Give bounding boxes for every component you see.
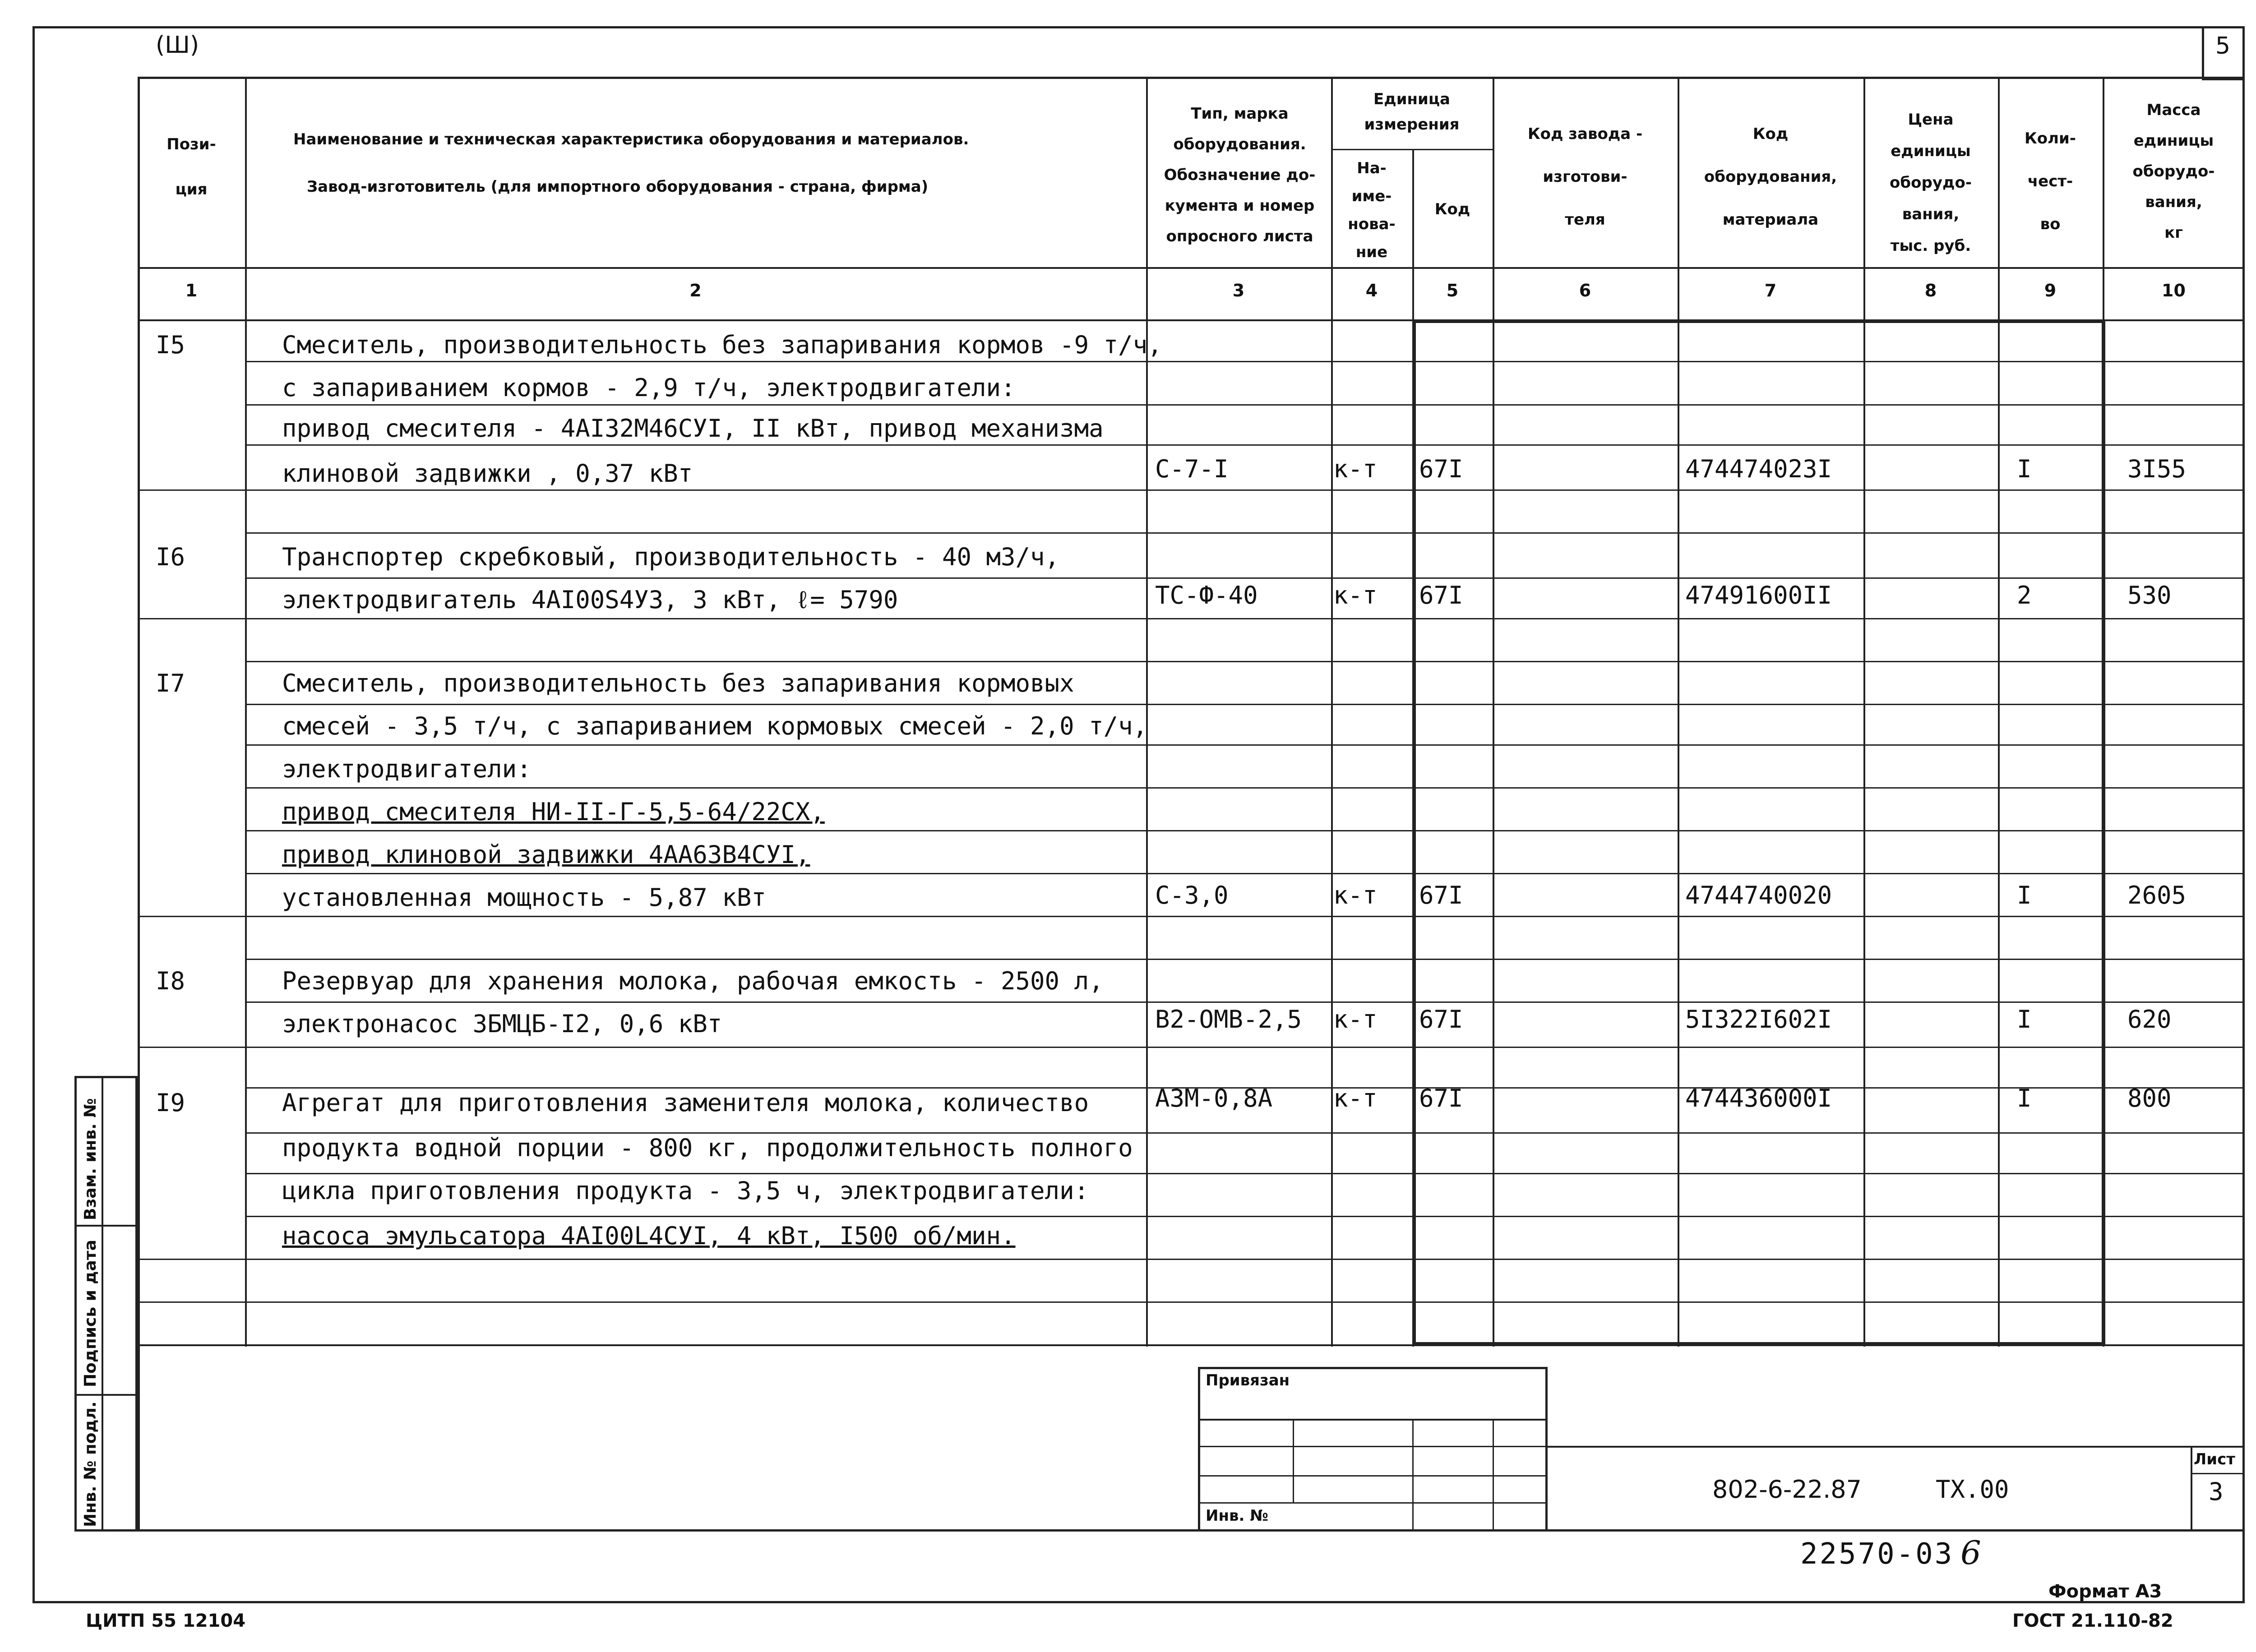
item-description-line: привод клиновой задвижки 4АА63В4СУI, <box>282 840 810 869</box>
row-line <box>138 1047 2245 1048</box>
item-mass: 3I55 <box>2127 455 2187 483</box>
row-line <box>138 618 2245 619</box>
header-bottom-line <box>138 267 2245 269</box>
sheet-label: Лист <box>2194 1450 2235 1468</box>
item-description-line: установленная мощность - 5,87 кВт <box>282 883 766 912</box>
item-unit-code: 67I <box>1419 1005 1463 1034</box>
item-description-line: продукта водной порции - 800 кг, продолжительность полного <box>282 1134 1133 1162</box>
colnum-8: 8 <box>1924 281 1937 300</box>
header-col5: Код <box>1434 200 1470 218</box>
item-unit-code: 67I <box>1419 881 1463 909</box>
item-quantity: 2 <box>2017 581 2032 609</box>
item-position: I6 <box>156 543 185 571</box>
row-line <box>138 489 2245 491</box>
header-col10: Масса единицы оборудо- вания, кг <box>2132 101 2215 242</box>
item-unit: к-т <box>1333 1084 1378 1112</box>
row-line <box>245 661 2245 662</box>
privyazan-vline <box>1293 1419 1294 1502</box>
doc-code-top-line <box>1548 1446 2245 1448</box>
colnum-2: 2 <box>689 281 702 300</box>
item-description-line: электродвигатели: <box>282 755 532 783</box>
bottom-right-gost: ГОСТ 21.110-82 <box>2012 1610 2173 1631</box>
item-mass: 800 <box>2127 1084 2172 1112</box>
privyazan-line <box>1198 1475 1548 1477</box>
item-description-line: Агрегат для приготовления заменителя молока, количество <box>282 1089 1089 1117</box>
table-body-bottom <box>138 1344 2245 1346</box>
item-description-line: Смеситель, производительность без запаривания кормовых <box>282 669 1074 697</box>
side-label-podpis: Подпись и дата <box>81 1240 100 1387</box>
item-description-line: цикла приготовления продукта - 3,5 ч, электродвигатели: <box>282 1177 1089 1205</box>
item-position: I9 <box>156 1089 185 1117</box>
row-line <box>245 577 2245 579</box>
side-stamp-divider <box>102 1076 103 1532</box>
page-number: 5 <box>2215 32 2231 60</box>
item-equip-code: 474474023I <box>1685 455 1832 483</box>
privyazan-vline <box>1412 1419 1414 1532</box>
header-col9: Коли- чест- во <box>2025 129 2076 233</box>
col-line-1 <box>245 77 247 1347</box>
item-quantity: I <box>2017 1005 2032 1034</box>
row-line <box>245 444 2245 446</box>
privyazan-line <box>1198 1502 1548 1504</box>
sheet-corner-mark: (Ш) <box>156 32 199 59</box>
item-description-line: привод смесителя НИ-II-Г-5,5-64/22СХ, <box>282 798 825 826</box>
row-line <box>245 787 2245 789</box>
colnum-1: 1 <box>185 281 198 300</box>
format-label: Формат А3 <box>2048 1581 2162 1602</box>
header-col1: Пози- ция <box>166 135 216 198</box>
item-unit-code: 67I <box>1419 1084 1463 1112</box>
sheet-box-line <box>2191 1473 2245 1474</box>
item-equip-code: 47491600II <box>1685 581 1832 609</box>
item-unit-code: 67I <box>1419 581 1463 609</box>
item-unit: к-т <box>1333 1005 1378 1034</box>
privyazan-label: Привязан <box>1206 1371 1290 1389</box>
item-position: I5 <box>156 331 185 359</box>
item-mass: 2605 <box>2127 881 2187 909</box>
item-description-line: Смеситель, производительность без запаривания кормов -9 т/ч, <box>282 331 1162 359</box>
item-equip-code: 5I322I602I <box>1685 1005 1832 1034</box>
item-description-line: электронасос 3БМЦБ-I2, 0,6 кВт <box>282 1010 722 1038</box>
item-unit: к-т <box>1333 581 1378 609</box>
inv-no-label: Инв. № <box>1206 1507 1269 1525</box>
item-equip-code: 4744740020 <box>1685 881 1832 909</box>
colnum-10: 10 <box>2162 281 2186 300</box>
header-unit-group: Единица измерения <box>1364 90 1460 134</box>
item-position: I8 <box>156 967 185 995</box>
item-mass: 530 <box>2127 581 2172 609</box>
row-line <box>245 404 2245 406</box>
header-col3: Тип, марка оборудования. Обозначение до- кумента и номер опросного листа <box>1164 105 1316 245</box>
colnum-4: 4 <box>1365 281 1378 300</box>
row-line <box>245 830 2245 831</box>
row-line <box>245 361 2245 362</box>
row-line <box>245 744 2245 746</box>
header-col7: Код оборудования, материала <box>1704 125 1837 229</box>
sheet-number: 3 <box>2209 1477 2224 1506</box>
item-type: В2-ОМВ-2,5 <box>1155 1005 1302 1034</box>
row-line <box>138 916 2245 917</box>
item-description-line: Резервуар для хранения молока, рабочая емкость - 2500 л, <box>282 967 1104 995</box>
colnum-7: 7 <box>1764 281 1777 300</box>
sheet-box-divider <box>2191 1446 2192 1532</box>
privyazan-line <box>1198 1446 1548 1447</box>
item-quantity: I <box>2017 455 2032 483</box>
row-line <box>245 1216 2245 1217</box>
col-line-3 <box>1331 77 1333 1347</box>
item-equip-code: 474436000I <box>1685 1084 1832 1112</box>
item-type: С-7-I <box>1155 455 1229 483</box>
item-description-line: клиновой задвижки , 0,37 кВт <box>282 459 693 488</box>
item-description-line: привод смесителя - 4АI32М46СУI, II кВт, привод механизма <box>282 414 1104 443</box>
item-type: АЗМ-0,8А <box>1155 1084 1273 1112</box>
doc-suffix: ТХ.00 <box>1936 1475 2009 1504</box>
colnum-3: 3 <box>1232 281 1245 300</box>
header-col4: На- име- нова- ние <box>1348 159 1396 261</box>
colnum-5: 5 <box>1446 281 1459 300</box>
item-quantity: I <box>2017 1084 2032 1112</box>
side-label-vzam: Взам. инв. № <box>81 1098 100 1220</box>
item-unit: к-т <box>1333 455 1378 483</box>
item-type: С-3,0 <box>1155 881 1229 909</box>
row-line <box>245 873 2245 874</box>
item-position: I7 <box>156 669 185 697</box>
archive-number: 22570-03 <box>1800 1537 1954 1571</box>
colnum-9: 9 <box>2044 281 2057 300</box>
item-description-line: с запариванием кормов - 2,9 т/ч, электродвигатели: <box>282 374 1016 402</box>
item-unit-code: 67I <box>1419 455 1463 483</box>
header-col2-line1: Наименование и техническая характеристика оборудования и материалов. <box>293 130 969 148</box>
item-description-line: смесей - 3,5 т/ч, с запариванием кормовых смесей - 2,0 т/ч, <box>282 712 1148 740</box>
item-quantity: I <box>2017 881 2032 909</box>
doc-code: 802-6-22.87 <box>1712 1475 1862 1504</box>
item-description-line: Транспортер скребковый, производительность - 40 м3/ч, <box>282 543 1060 571</box>
header-col8: Цена единицы оборудо- вания, тыс. руб. <box>1890 111 1972 255</box>
row-line <box>245 1173 2245 1174</box>
item-description-line: насоса эмульсатора 4АI00L4СУI, 4 кВт, I500 об/мин. <box>282 1222 1016 1250</box>
colnum-6: 6 <box>1579 281 1591 300</box>
row-line <box>245 1001 2245 1003</box>
row-line <box>138 1259 2245 1260</box>
item-description-line: электродвигатель 4АI00S4У3, 3 кВт, ℓ= 5790 <box>282 586 898 614</box>
privyazan-vline <box>1493 1419 1494 1532</box>
archive-suffix: 6 <box>1960 1534 1981 1572</box>
side-stamp-line <box>74 1225 138 1227</box>
header-col6: Код завода - изготови- теля <box>1527 125 1643 229</box>
side-label-inv-podl: Инв. № подл. <box>81 1401 100 1527</box>
side-stamp-line <box>74 1394 138 1396</box>
item-mass: 620 <box>2127 1005 2172 1034</box>
row-line <box>245 959 2245 960</box>
row-line <box>245 704 2245 705</box>
row-line <box>245 532 2245 534</box>
privyazan-line <box>1198 1419 1548 1421</box>
item-type: ТС-Ф-40 <box>1155 581 1258 609</box>
bottom-left-code: ЦИТП 55 12104 <box>86 1610 246 1631</box>
header-col2-line2: Завод-изготовитель (для импортного оборудования - страна, фирма) <box>307 178 929 196</box>
row-line <box>138 1301 2245 1303</box>
item-unit: к-т <box>1333 881 1378 909</box>
